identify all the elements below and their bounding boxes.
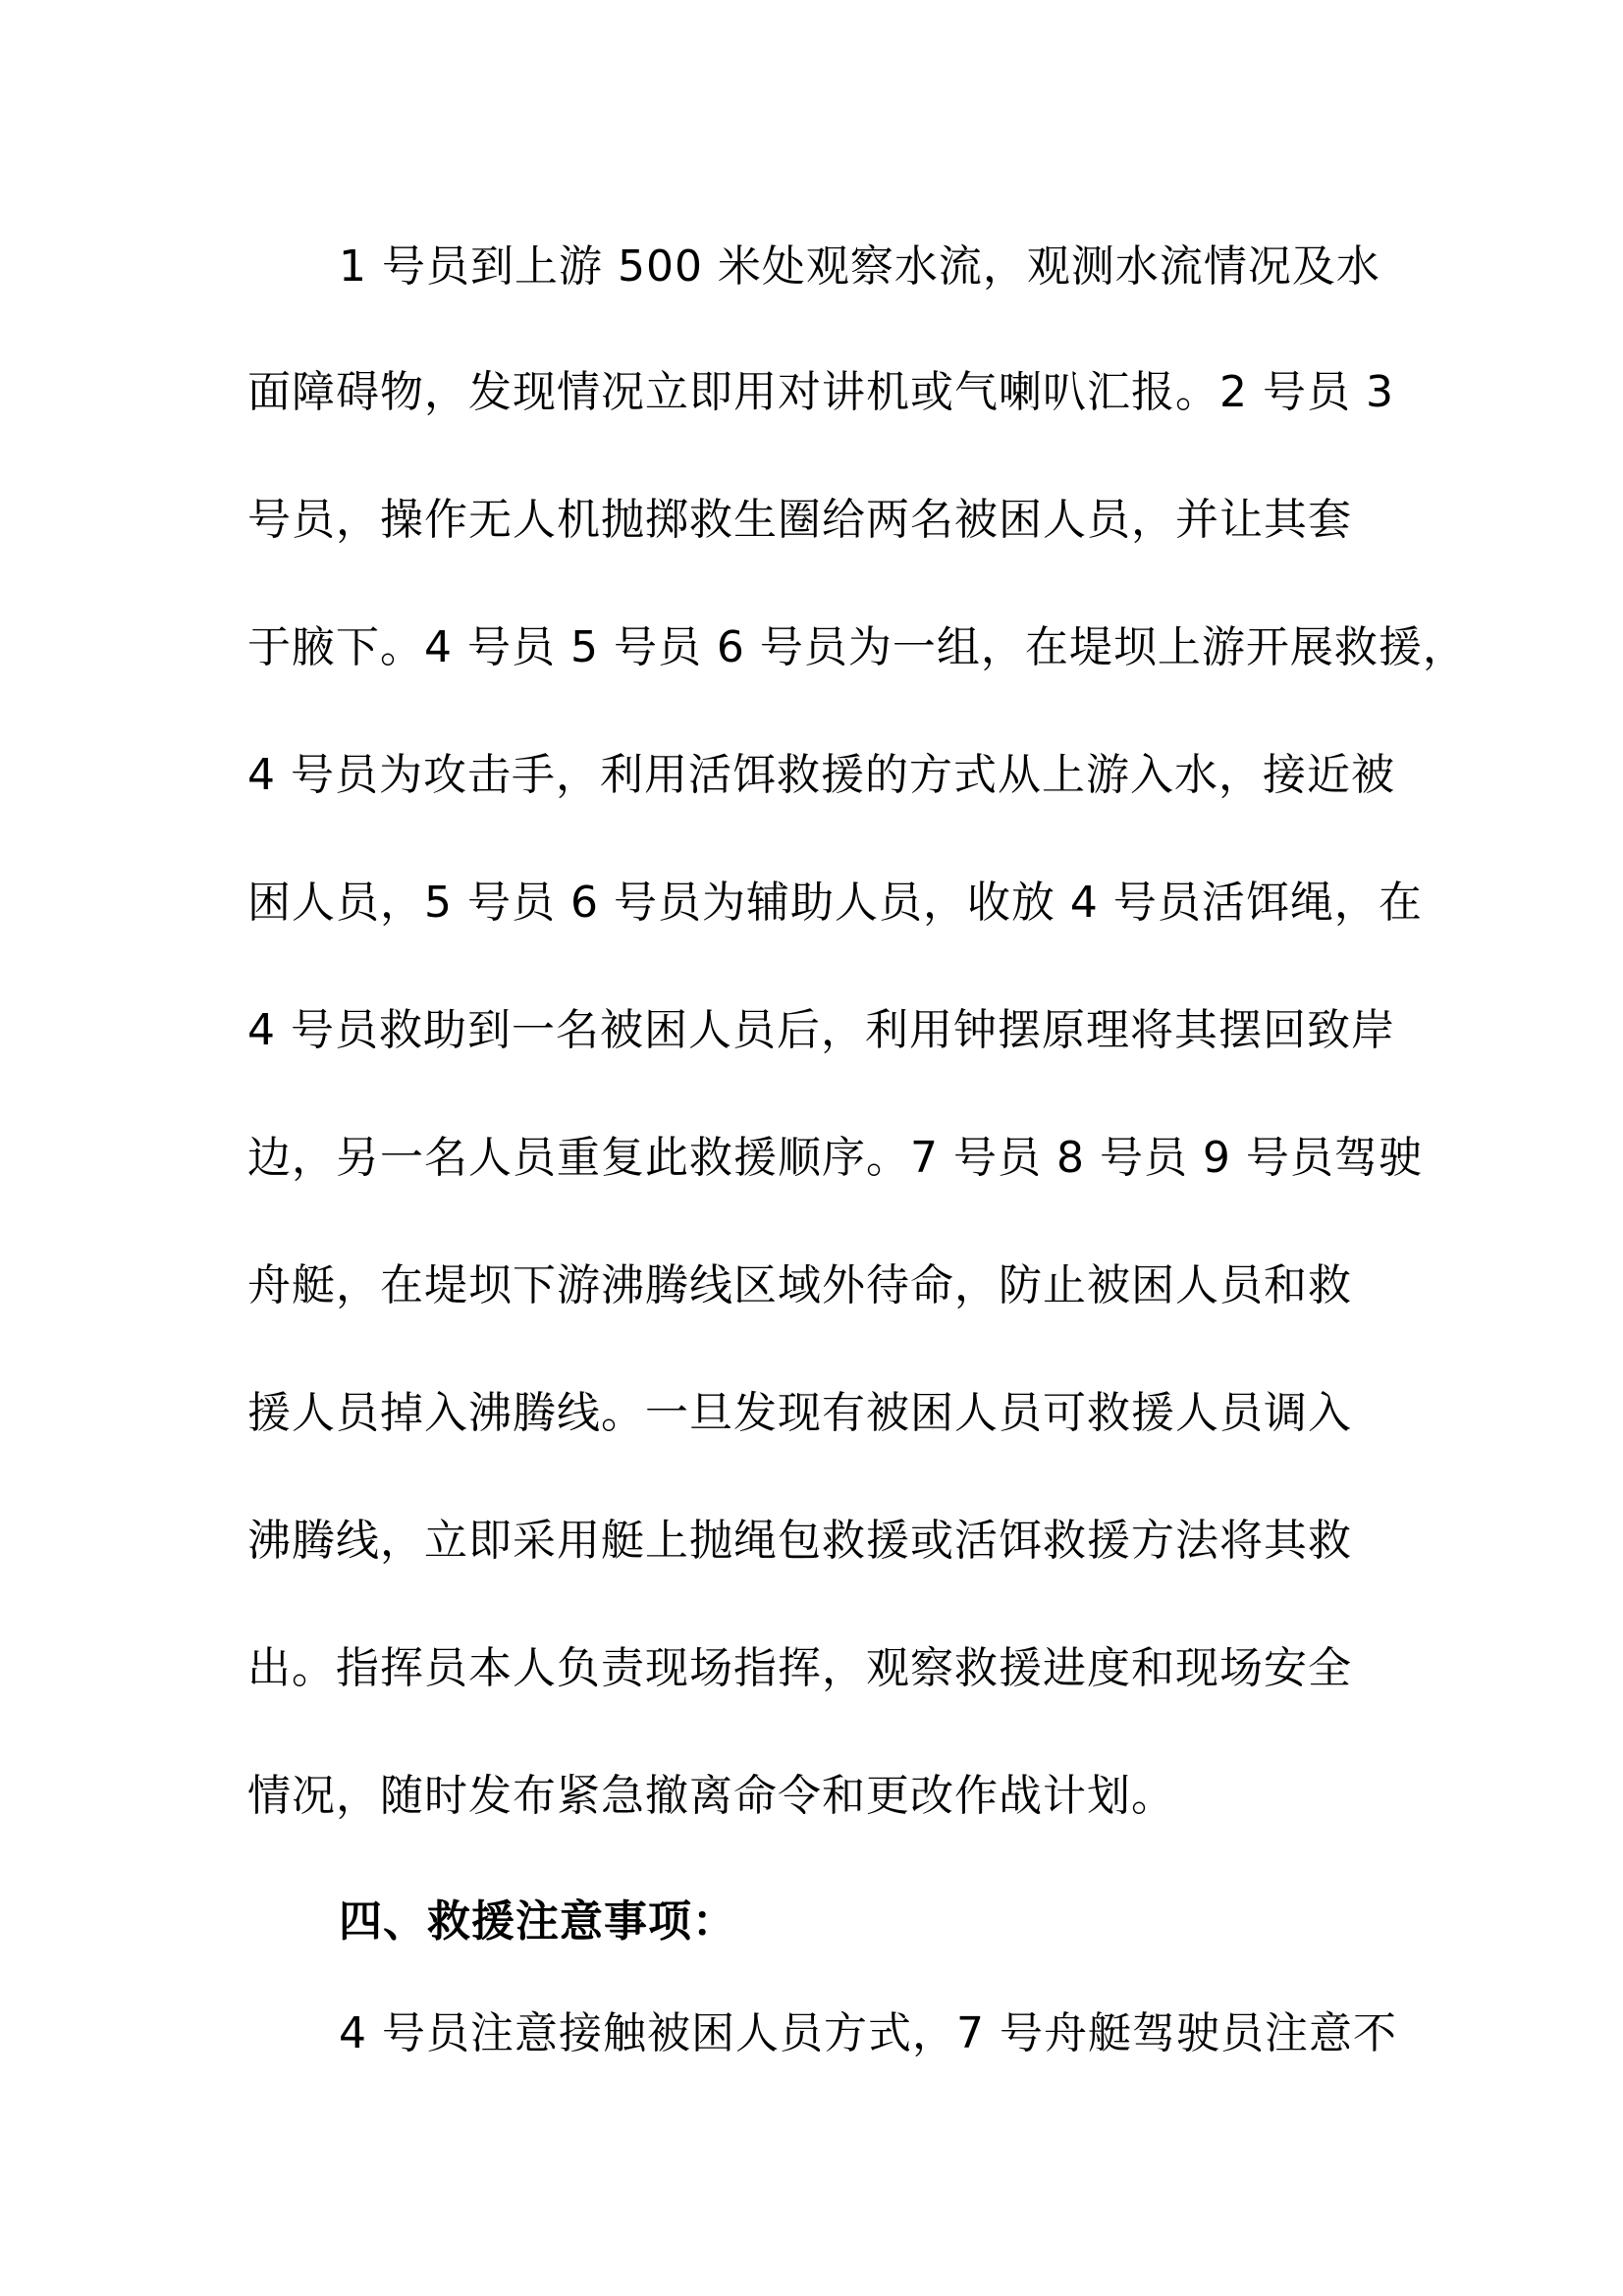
paragraph-line: 4 号员救助到一名被困人员后，利用钟摆原理将其摆回致岸: [247, 1005, 1395, 1055]
paragraph-line: 于腋下。4 号员 5 号员 6 号员为一组，在堤坝上游开展救援，: [247, 622, 1467, 672]
paragraph-line: 1 号员到上游 500 米处观察水流，观测水流情况及水: [339, 241, 1380, 292]
paragraph-line: 号员，操作无人机抛掷救生圈给两名被困人员，并让其套: [247, 495, 1352, 545]
paragraph-line: 面障碍物，发现情况立即用对讲机或气喇叭汇报。2 号员 3: [247, 367, 1394, 417]
paragraph-line: 情况，随时发布紧急撤离命令和更改作战计划。: [247, 1771, 1175, 1821]
paragraph-line: 边，另一名人员重复此救援顺序。7 号员 8 号员 9 号员驾驶: [247, 1133, 1423, 1183]
paragraph-line: 4 号员注意接触被困人员方式，7 号舟艇驾驶员注意不: [339, 2008, 1397, 2058]
paragraph-line: 出。指挥员本人负责现场指挥，观察救援进度和现场安全: [247, 1643, 1352, 1693]
paragraph-line: 舟艇，在堤坝下游沸腾线区域外待命，防止被困人员和救: [247, 1260, 1352, 1310]
paragraph-line: 援人员掉入沸腾线。一旦发现有被困人员可救援人员调入: [247, 1388, 1352, 1438]
paragraph-line: 4 号员为攻击手，利用活饵救援的方式从上游入水，接近被: [247, 750, 1395, 800]
paragraph-line: 沸腾线，立即采用艇上抛绳包救援或活饵救援方法将其救: [247, 1516, 1352, 1566]
paragraph-line: 困人员，5 号员 6 号员为辅助人员，收放 4 号员活饵绳，在: [247, 878, 1423, 928]
section-heading: 四、救援注意事项：: [339, 1896, 736, 1947]
